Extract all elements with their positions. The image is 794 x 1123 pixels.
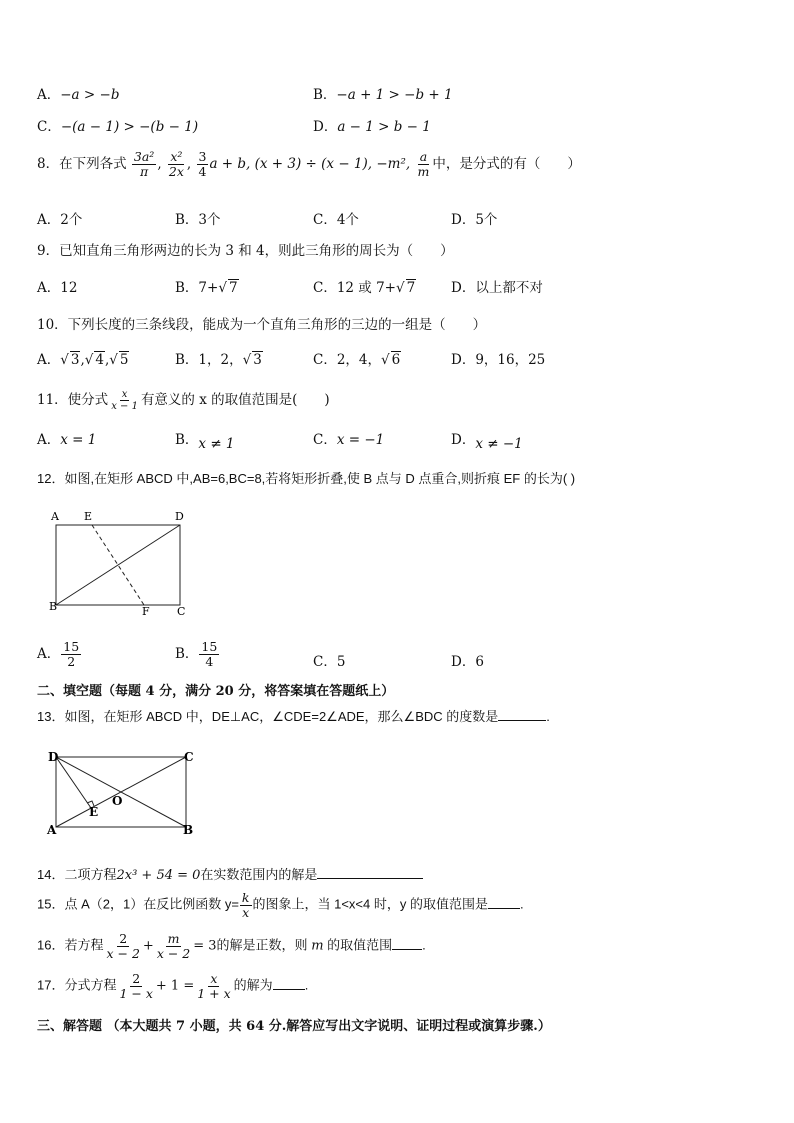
q8-option-c: C．4个 — [313, 212, 359, 228]
option-label: D． — [313, 119, 338, 135]
option-label: C． — [37, 119, 61, 135]
section-2-heading: 二、填空题（每题 4 分，满分 20 分，将答案填在答题纸上） — [37, 684, 395, 699]
fraction-m-over-x-2: $\frac{m}{x - 2}$ — [156, 931, 191, 961]
q11-option-b: B．x ≠ 1 — [175, 432, 235, 452]
q11-stem: 11．使分式 $\frac{x}{x - 1}$ 有意义的 x 的取值范围是( ) — [37, 389, 330, 412]
sqrt-3: √ 3 — [242, 352, 262, 368]
q7-option-b — [313, 83, 453, 103]
label-a: A — [47, 823, 57, 837]
label-c: C — [184, 750, 194, 764]
option-expr: −a + 1 > −b + 1 — [336, 87, 453, 103]
answer-blank[interactable] — [392, 948, 422, 950]
label-b: B — [49, 600, 58, 613]
answer-blank[interactable] — [488, 907, 520, 909]
fraction-2-over-1-x: $\frac{2}{1 - x}$ — [119, 971, 153, 1001]
label-b: B — [183, 823, 194, 837]
q11-option-d: D．x ≠ −1 — [451, 432, 523, 452]
fraction-3a2-pi: $\frac{\text{3a²}}{\pi}$ — [133, 149, 155, 179]
q10-stem: 10．下列长度的三条线段，能成为一个直角三角形的三边的一组是（ ） — [37, 317, 487, 333]
q9-option-d: D．以上都不对 — [451, 280, 543, 296]
option-label: B． — [313, 87, 337, 103]
fraction-x2-2x: $\frac{\text{x²}}{2x}$ — [168, 149, 184, 179]
fraction-2-over-x-2: $\frac{2}{x - 2}$ — [106, 931, 140, 961]
fraction-k-over-x: $\frac{k}{x}$ — [241, 890, 250, 920]
q8-suffix: 中，是分式的有（ ） — [432, 155, 581, 172]
q14-equation: 2x³ + 54 = 0 — [116, 868, 201, 883]
label-a: A — [51, 510, 59, 523]
q12-option-c: C．5 — [313, 654, 346, 670]
q13-rectangle-figure — [45, 746, 205, 841]
q7-option-c — [37, 115, 198, 135]
fraction-3-4: $\frac{3}{4}$ — [198, 149, 207, 179]
q9-stem: 9．已知直角三角形两边的长为 3 和 4，则此三角形的周长为（ ） — [37, 243, 454, 259]
q9-option-b: B．7+√ 7 — [175, 280, 238, 296]
label-e: E — [84, 510, 93, 523]
label-f: F — [142, 605, 150, 618]
q8-option-d: D．5个 — [451, 212, 498, 228]
q9-option-a: A．12 — [37, 280, 78, 296]
q12-option-b: B． $\frac{15}{4}$ — [175, 639, 218, 669]
q12-option-d: D．6 — [451, 654, 484, 670]
label-c: C — [177, 605, 186, 618]
q9-option-c: C．12 或 7+√ 7 — [313, 280, 416, 296]
option-label: A． — [37, 87, 61, 103]
answer-blank[interactable] — [317, 877, 423, 879]
q12-rectangle-figure — [45, 506, 195, 621]
q10-option-a: A．√ 3,√ 4,√ 5 — [37, 352, 129, 368]
label-e: E — [89, 805, 99, 819]
diagonal-bd — [56, 525, 180, 605]
q8-option-b: B．3个 — [175, 212, 221, 228]
q8-expr: a + b, (x + 3) ÷ (x − 1), −m², — [209, 155, 415, 172]
q12-option-a: A． $\frac{15}{2}$ — [37, 639, 80, 669]
option-expr: −a > −b — [60, 87, 120, 103]
q8-stem: 8．在下列各式 $\frac{\text{3a²}}{\pi}$ , $\frac{\text{x²}}{2x}$ , $\frac{3}{4}$ a + b, (x + 3) ÷ (x − 1), −m², $\frac{a}{m}$ 中，是分式的有（ ） — [37, 149, 581, 179]
sqrt-6: √ 6 — [381, 352, 401, 368]
answer-blank[interactable] — [273, 988, 305, 990]
q11-option-a: A．x = 1 — [37, 432, 97, 448]
sqrt-4: √ 4 — [84, 352, 104, 368]
q8-prefix: 8．在下列各式 — [37, 155, 127, 172]
label-o: O — [112, 794, 123, 808]
label-d: D — [175, 510, 184, 523]
fraction-15-4: $\frac{15}{4}$ — [201, 639, 218, 669]
label-d: D — [48, 750, 59, 764]
fraction-x-over-x-1: $\frac{x}{x - 1}$ — [111, 389, 138, 412]
section-3-heading: 三、解答题 （本大题共 7 小题，共 64 分.解答应写出文字说明、证明过程或演算步骤.） — [37, 1019, 551, 1034]
q15-stem: 15．点 A（2，1）在反比例函数 y= $\frac{k}{x}$ 的图象上，当 1<x<4 时，y 的取值范围是 . — [37, 890, 524, 920]
segment-de — [56, 757, 91, 808]
sqrt-5: √ 5 — [109, 352, 129, 368]
q7-option-a — [37, 83, 119, 103]
fraction-a-m: $\frac{a}{m}$ — [417, 149, 430, 179]
q14-stem: 14．二项方程2x³ + 54 = 0在实数范围内的解是 — [37, 864, 423, 883]
fraction-x-over-1-x: $\frac{x}{1 + x}$ — [197, 971, 231, 1001]
option-expr: a − 1 > b − 1 — [337, 119, 431, 135]
sqrt-3: √ 3 — [60, 352, 80, 368]
q13-stem: 13．如图，在矩形 ABCD 中，DE⊥AC，∠CDE=2∠ADE，那么∠BDC 的度数是 . — [37, 709, 550, 724]
q8-option-a: A．2个 — [37, 212, 83, 228]
q11-option-c: C．x = −1 — [313, 432, 385, 448]
q16-stem: 16．若方程 $\frac{2}{x - 2}$ + $\frac{m}{x - 2}$ = 3的解是正数，则 m 的取值范围 . — [37, 931, 426, 961]
q12-stem: 12．如图,在矩形 ABCD 中,AB=6,BC=8,若将矩形折叠,使 B 点与 D 点重合,则折痕 EF 的长为( ) — [37, 471, 576, 486]
sqrt-7: √ 7 — [218, 280, 238, 296]
fraction-15-2: $\frac{15}{2}$ — [63, 639, 80, 669]
sqrt-7: √ 7 — [396, 280, 416, 296]
q10-option-c: C．2，4，√ 6 — [313, 352, 401, 368]
q17-stem: 17．分式方程 $\frac{2}{1 - x}$ + 1 = $\frac{x}{1 + x}$ 的解为 . — [37, 971, 309, 1001]
q10-option-d: D．9，16，25 — [451, 352, 546, 368]
q7-option-d — [313, 115, 431, 135]
answer-blank[interactable] — [498, 719, 546, 721]
q10-option-b: B．1，2，√ 3 — [175, 352, 262, 368]
option-expr: −(a − 1) > −(b − 1) — [60, 119, 199, 135]
